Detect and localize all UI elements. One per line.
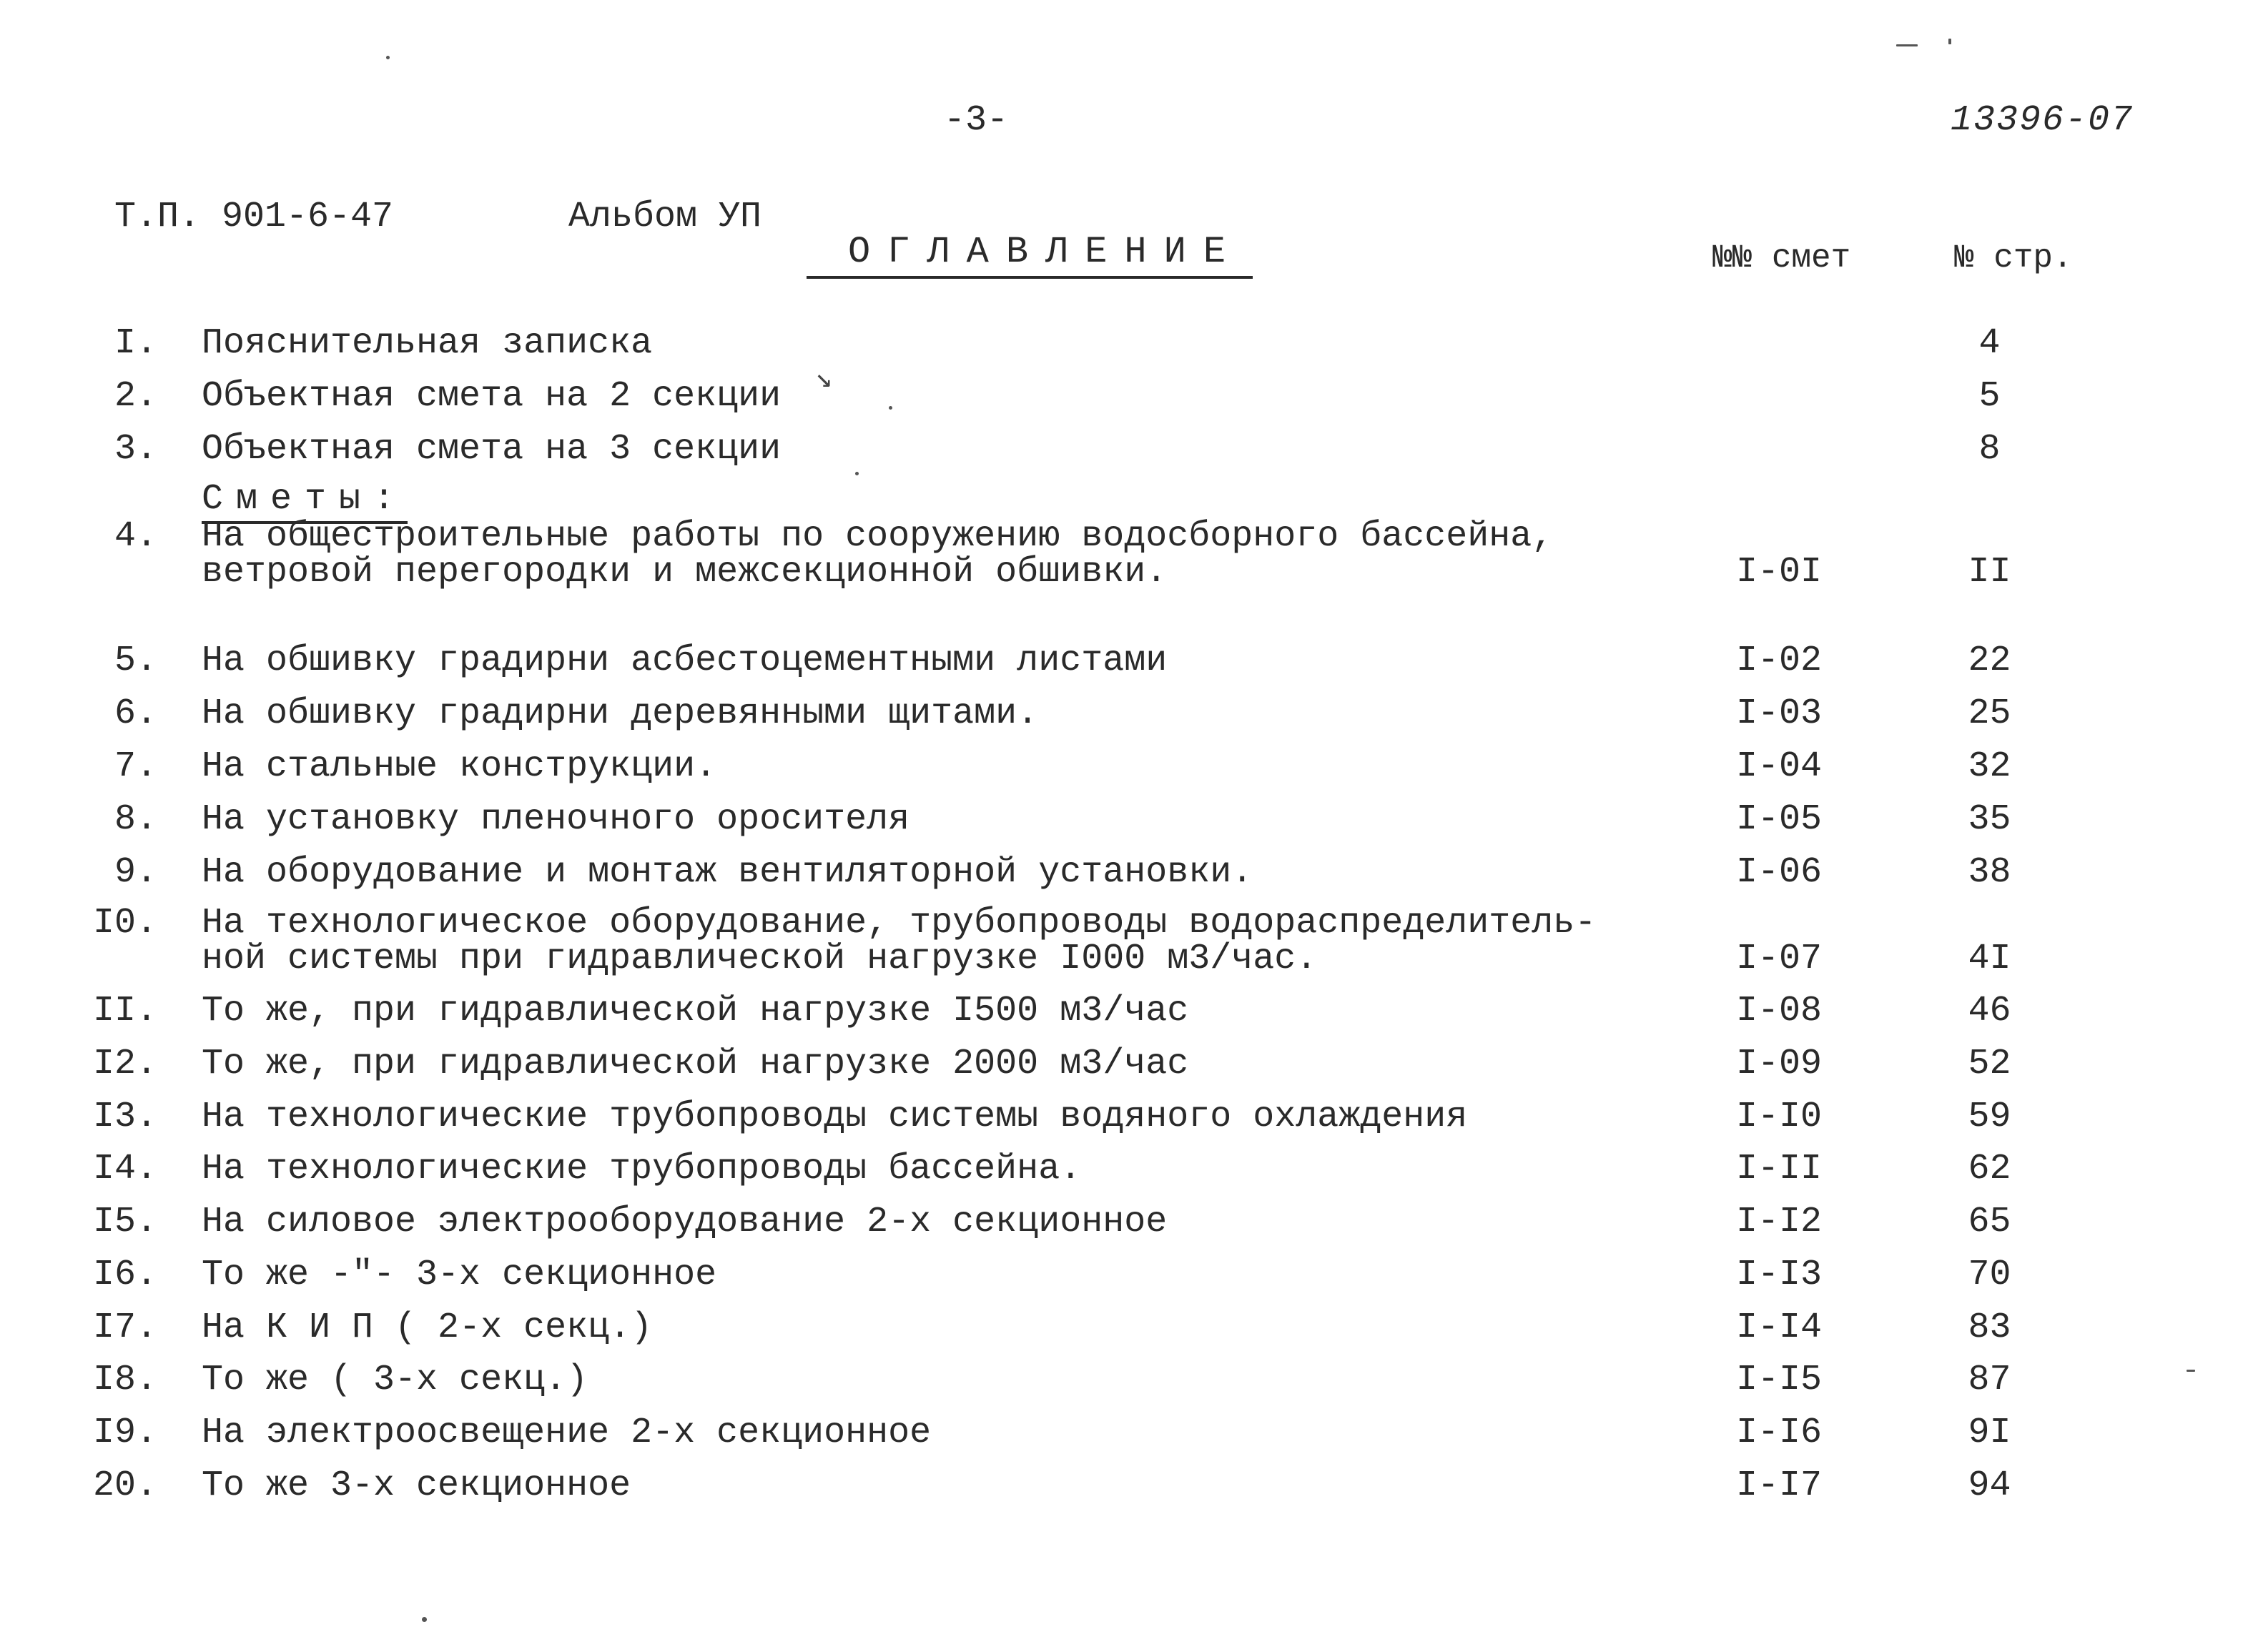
check-mark-icon: ↘ (815, 364, 833, 396)
entry-page-number: 22 (1968, 640, 2011, 681)
entry-estimate-number: I-I0 (1736, 1097, 1823, 1137)
entry-page-number: 38 (1968, 852, 2011, 893)
entry-estimate-number: I-I7 (1736, 1465, 1823, 1506)
column-header-pages: № стр. (1954, 239, 2073, 277)
entry-number: I3. (92, 1097, 157, 1137)
entry-text: На обшивку градирни деревянными щитами. (202, 693, 1039, 734)
scan-speck (855, 472, 859, 475)
entry-number: 7. (114, 746, 157, 787)
scan-speck (889, 406, 892, 410)
entry-text: На обшивку градирни асбестоцементными листами (202, 640, 1168, 681)
entry-text: То же 3-х секционное (202, 1465, 631, 1506)
scan-speck (1896, 44, 1918, 46)
column-header-estimates: №№ смет (1712, 239, 1851, 277)
entry-text: На установку пленочного оросителя (202, 799, 910, 840)
entry-text: Объектная смета на 2 секции (202, 376, 782, 417)
entry-text: На технологическое оборудование, трубопроводы водораспределитель- (202, 903, 1597, 944)
entry-page-number: 59 (1968, 1097, 2011, 1137)
entry-page-number: 83 (1968, 1307, 2011, 1348)
entry-page-number: 32 (1968, 746, 2011, 787)
entry-number: 8. (114, 799, 157, 840)
entry-estimate-number: I-02 (1736, 640, 1823, 681)
page-number: -3- (944, 100, 1009, 141)
entry-number: 2. (114, 376, 157, 417)
entry-estimate-number: I-I2 (1736, 1202, 1823, 1242)
entry-estimate-number: I-06 (1736, 852, 1823, 893)
page-title: ОГЛАВЛЕНИЕ (807, 231, 1253, 279)
entry-page-number: 52 (1968, 1044, 2011, 1084)
entry-number: 20. (92, 1465, 157, 1506)
estimates-section-label: Сметы: (202, 479, 408, 524)
entry-number: I5. (92, 1202, 157, 1242)
entry-estimate-number: I-I6 (1736, 1413, 1823, 1453)
entry-text: Объектная смета на 3 секции (202, 429, 782, 470)
entry-estimate-number: I-I5 (1736, 1360, 1823, 1400)
entry-number: 6. (114, 693, 157, 734)
entry-number: 5. (114, 640, 157, 681)
entry-page-number: 65 (1968, 1202, 2011, 1242)
entry-estimate-number: I-05 (1736, 799, 1823, 840)
entry-text: То же, при гидравлической нагрузке I500 м3/час (202, 991, 1189, 1032)
entry-estimate-number: I-07 (1736, 939, 1823, 979)
entry-estimate-number: I-04 (1736, 746, 1823, 787)
entry-text: На общестроительные работы по сооружению водосборного бассейна, (202, 516, 1554, 557)
entry-page-number: 4 (1978, 323, 2001, 364)
scan-speck (2187, 1370, 2195, 1372)
entry-number: 9. (114, 852, 157, 893)
entry-text: На технологические трубопроводы бассейна. (202, 1149, 1082, 1189)
entry-page-number: 87 (1968, 1360, 2011, 1400)
entry-page-number: 70 (1968, 1255, 2011, 1295)
entry-page-number: 62 (1968, 1149, 2011, 1189)
entry-page-number: 94 (1968, 1465, 2011, 1506)
album-label: Альбом УП (568, 197, 762, 237)
entry-number: I0. (92, 903, 157, 944)
entry-text: Пояснительная записка (202, 323, 653, 364)
entry-number: I2. (92, 1044, 157, 1084)
entry-page-number: 5 (1978, 376, 2001, 417)
entry-number: I7. (92, 1307, 157, 1348)
entry-estimate-number: I-08 (1736, 991, 1823, 1032)
entry-number: I6. (92, 1255, 157, 1295)
project-number: Т.П. 901-6-47 (114, 197, 394, 237)
scan-speck (1948, 39, 1951, 44)
entry-number: I4. (92, 1149, 157, 1189)
entry-text: На электроосвещение 2-х секционное (202, 1413, 932, 1453)
entry-estimate-number: I-I4 (1736, 1307, 1823, 1348)
entry-page-number: II (1968, 552, 2011, 593)
entry-text: На стальные конструкции. (202, 746, 717, 787)
scan-speck (422, 1617, 427, 1622)
entry-estimate-number: I-03 (1736, 693, 1823, 734)
entry-text: То же -"- 3-х секционное (202, 1255, 717, 1295)
entry-page-number: 4I (1968, 939, 2011, 979)
entry-text: ной системы при гидравлической нагрузке I000 м3/час. (202, 939, 1318, 979)
entry-number: I8. (92, 1360, 157, 1400)
entry-number: II. (92, 991, 157, 1032)
entry-text: То же, при гидравлической нагрузке 2000 м3/час (202, 1044, 1189, 1084)
entry-text: На силовое электрооборудование 2-х секционное (202, 1202, 1168, 1242)
entry-text: На технологические трубопроводы системы водяного охлаждения (202, 1097, 1468, 1137)
entry-text: То же ( 3-х секц.) (202, 1360, 588, 1400)
entry-number: 4. (114, 516, 157, 557)
entry-number: 3. (114, 429, 157, 470)
entry-page-number: 8 (1978, 429, 2001, 470)
entry-text: На К И П ( 2-х секц.) (202, 1307, 653, 1348)
document-code: 13396-07 (1951, 100, 2134, 141)
entry-number: I9. (92, 1413, 157, 1453)
entry-text: ветровой перегородки и межсекционной обшивки. (202, 552, 1168, 593)
scan-speck (386, 56, 390, 59)
entry-page-number: 9I (1968, 1413, 2011, 1453)
entry-estimate-number: I-I3 (1736, 1255, 1823, 1295)
entry-estimate-number: I-0I (1736, 552, 1823, 593)
entry-number: I. (114, 323, 157, 364)
entry-page-number: 35 (1968, 799, 2011, 840)
entry-page-number: 25 (1968, 693, 2011, 734)
entry-estimate-number: I-II (1736, 1149, 1823, 1189)
entry-page-number: 46 (1968, 991, 2011, 1032)
entry-text: На оборудование и монтаж вентиляторной установки. (202, 852, 1253, 893)
entry-estimate-number: I-09 (1736, 1044, 1823, 1084)
